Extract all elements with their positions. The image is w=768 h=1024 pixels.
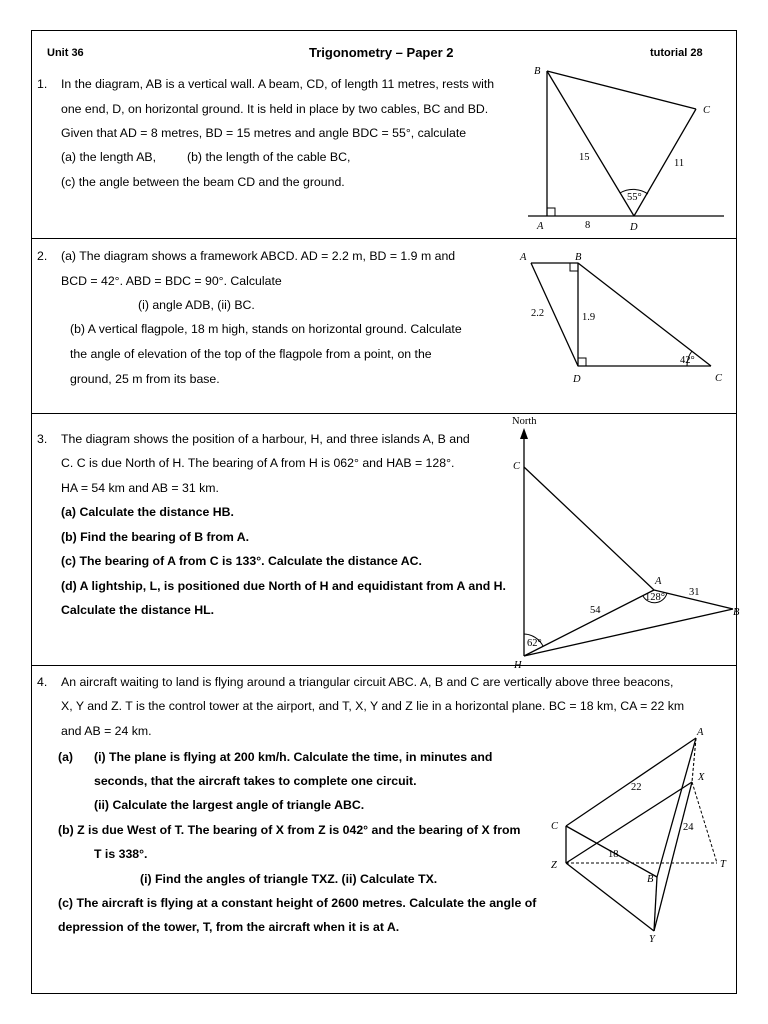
q2-label-a: A	[520, 252, 527, 263]
q4-part-a-i-2: seconds, that the aircraft takes to complete one circuit.	[94, 774, 417, 788]
q4-length-ab: 24	[683, 822, 694, 833]
q4-line-3: and AB = 24 km.	[61, 724, 152, 738]
q4-label-x: X	[698, 772, 705, 783]
q4-part-b-1: (b) Z is due West of T. The bearing of X from Z is 042° and the bearing of X from	[58, 823, 521, 837]
q4-part-b-parts: (i) Find the angles of triangle TXZ. (ii) Calculate TX.	[140, 872, 438, 886]
q1-label-b: B	[534, 66, 541, 77]
q3-label-h: H	[514, 660, 522, 671]
q2-label-c: C	[715, 373, 723, 384]
q4-diagram	[545, 722, 735, 944]
q4-line-1: An aircraft waiting to land is flying around a triangular circuit ABC. A, B and C are vertically above three beacons,	[61, 675, 674, 689]
q1-length-cd: 11	[674, 158, 685, 169]
q4-label-a: A	[697, 727, 704, 738]
q2-line-1: (a) The diagram shows a framework ABCD. AD = 2.2 m, BD = 1.9 m and	[61, 249, 456, 263]
q3-line-2: C. C is due North of H. The bearing of A from H is 062° and HAB = 128°.	[61, 456, 455, 470]
q1-part-a: (a) the length AB,	[61, 150, 157, 164]
q1-label-a: A	[537, 221, 544, 232]
q4-label-t: T	[720, 859, 726, 870]
q4-part-a-label: (a)	[58, 750, 74, 764]
q3-diagram	[508, 412, 740, 670]
q3-label-a: A	[655, 576, 662, 587]
q1-diagram	[528, 62, 724, 238]
q2-b-line-2: the angle of elevation of the top of the flagpole from a point, on the	[70, 347, 432, 361]
q4-label-z: Z	[551, 860, 557, 871]
q2-length-ad: 2.2	[531, 308, 545, 319]
q4-label-b: B	[647, 874, 654, 885]
q2-parts: (i) angle ADB, (ii) BC.	[138, 298, 255, 312]
q3-north-label: North	[512, 416, 537, 427]
q4-line-2: X, Y and Z. T is the control tower at the airport, and T, X, Y and Z lie in a horizontal plane. BC = 18 km, CA = 22 km	[61, 699, 685, 713]
q1-part-c: (c) the angle between the beam CD and the ground.	[61, 175, 345, 189]
q4-number: 4.	[37, 675, 48, 689]
q1-length-ad: 8	[585, 220, 591, 231]
q4-length-ca: 22	[631, 782, 642, 793]
q3-label-c: C	[513, 461, 521, 472]
q3-line-1: The diagram shows the position of a harbour, H, and three islands A, B and	[61, 432, 470, 446]
q4-label-c: C	[551, 821, 559, 832]
q4-part-c-2: depression of the tower, T, from the aircraft when it is at A.	[58, 920, 400, 934]
q3-number: 3.	[37, 432, 48, 446]
unit-label: Unit 36	[47, 47, 84, 59]
q3-part-d: (d) A lightship, L, is positioned due North of H and equidistant from A and H.	[61, 579, 506, 593]
q3-length-ha: 54	[590, 605, 601, 616]
q1-line-1: In the diagram, AB is a vertical wall. A beam, CD, of length 11 metres, rests with	[61, 77, 495, 91]
q3-part-a: (a) Calculate the distance HB.	[61, 505, 234, 519]
q4-label-y: Y	[649, 934, 655, 945]
page-title: Trigonometry – Paper 2	[309, 45, 454, 60]
q3-part-d-2: Calculate the distance HL.	[61, 603, 215, 617]
q1-length-bd: 15	[579, 152, 590, 163]
q3-line-3: HA = 54 km and AB = 31 km.	[61, 481, 219, 495]
q1-line-2: one end, D, on horizontal ground. It is held in place by two cables, BC and BD.	[61, 102, 489, 116]
q2-number: 2.	[37, 249, 48, 263]
q1-part-b: (b) the length of the cable BC,	[187, 150, 351, 164]
q1-label-c: C	[703, 105, 711, 116]
q1-number: 1.	[37, 77, 48, 91]
q2-label-b: B	[575, 252, 582, 263]
q2-label-d: D	[573, 374, 581, 385]
q3-length-ab: 31	[689, 587, 700, 598]
q2-diagram	[515, 248, 725, 386]
q2-angle: 42°	[680, 355, 695, 366]
q2-length-bd: 1.9	[582, 312, 596, 323]
q1-label-d: D	[630, 222, 638, 233]
q3-angle-h: 62°	[527, 638, 542, 649]
q4-part-a-ii: (ii) Calculate the largest angle of triangle ABC.	[94, 798, 365, 812]
q4-length-bc: 18	[608, 849, 619, 860]
q4-part-b-2: T is 338°.	[94, 847, 148, 861]
q4-part-a-i-1: (i) The plane is flying at 200 km/h. Calculate the time, in minutes and	[94, 750, 493, 764]
q4-part-c-1: (c) The aircraft is flying at a constant height of 2600 metres. Calculate the angle of	[58, 896, 537, 910]
q3-label-b: B	[733, 607, 740, 618]
q3-part-b: (b) Find the bearing of B from A.	[61, 530, 250, 544]
q3-part-c: (c) The bearing of A from C is 133°. Calculate the distance AC.	[61, 554, 422, 568]
q3-angle-a: 128°	[645, 592, 665, 603]
separator-1	[32, 238, 736, 239]
q2-b-line-3: ground, 25 m from its base.	[70, 372, 220, 386]
tutorial-label: tutorial 28	[650, 47, 703, 59]
q1-line-3: Given that AD = 8 metres, BD = 15 metres and angle BDC = 55°, calculate	[61, 126, 467, 140]
q2-line-2: BCD = 42°. ABD = BDC = 90°. Calculate	[61, 274, 282, 288]
q1-angle: 55°	[627, 192, 642, 203]
q2-b-line-1: (b) A vertical flagpole, 18 m high, stands on horizontal ground. Calculate	[70, 322, 462, 336]
